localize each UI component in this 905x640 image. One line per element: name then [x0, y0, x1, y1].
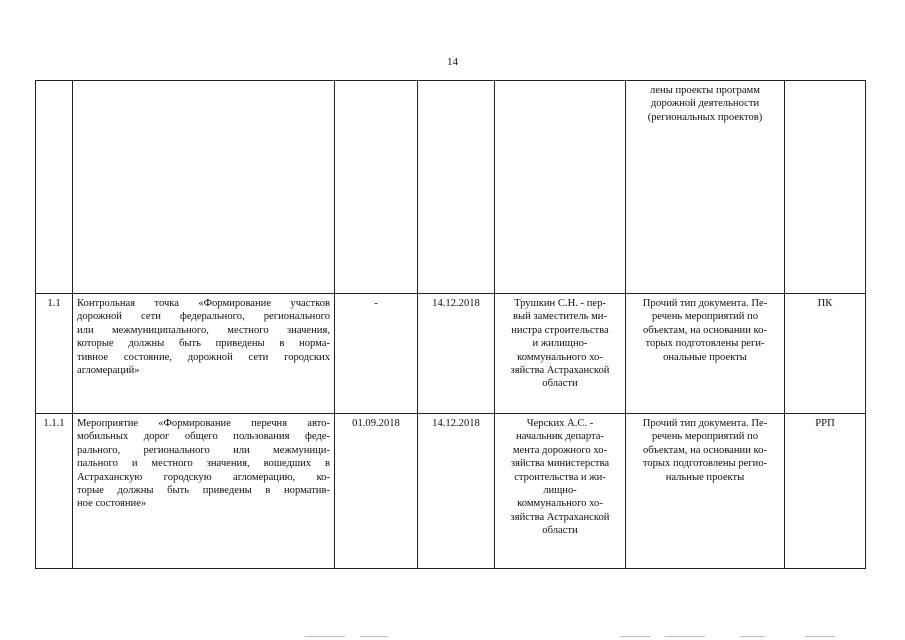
table-row	[36, 294, 866, 414]
text-line: начальник департа-	[516, 431, 604, 443]
row-number: 1.1.1	[36, 414, 73, 569]
event-name	[73, 81, 335, 294]
row-number	[36, 81, 73, 294]
start-date	[335, 81, 418, 294]
text-line: Трушкин С.Н. - пер-	[514, 298, 606, 309]
text-line: торых подготовлены регио-	[642, 458, 768, 470]
text-line: мента дорожного хо-	[512, 444, 608, 456]
text-line: речень мероприятий по	[651, 431, 758, 443]
text-line: Прочий тип документа. Пе-	[642, 418, 768, 429]
text-line: зяйства Астраханской	[510, 365, 610, 377]
start-date: 01.09.2018	[335, 414, 418, 569]
text-line: пального и местного значения, вошедших в	[77, 458, 330, 470]
control-level: ПК	[785, 294, 866, 414]
document-type	[626, 294, 785, 414]
control-points-table	[35, 80, 866, 569]
text-line: ное состояние»	[77, 498, 147, 510]
text-line: торых подготовлены реги-	[645, 338, 765, 350]
text-line: нальные проекты	[665, 471, 745, 483]
text-line: области	[542, 525, 578, 537]
control-level	[785, 81, 866, 294]
event-name	[73, 414, 335, 569]
text-line: лищно-	[543, 485, 577, 497]
text-line: торые должны быть приведены в норматив-	[77, 485, 330, 497]
text-line: или межмуниципального, местного значения,	[77, 324, 330, 336]
text-line: зяйства министерства	[510, 458, 610, 470]
text-line: лены проекты программ	[650, 85, 760, 96]
row-number: 1.1	[36, 294, 73, 414]
text-line: коммунального хо-	[517, 498, 603, 510]
text-line: Черских А.С. -	[526, 418, 594, 429]
document-type	[626, 414, 785, 569]
text-line: дорожной деятельности	[650, 98, 760, 110]
text-line: рального, регионального или межмуници-	[77, 444, 330, 456]
event-name	[73, 294, 335, 414]
text-line: области	[542, 378, 578, 390]
text-line: строительства и жи-	[514, 471, 606, 483]
text-line: и жилищно-	[532, 338, 588, 350]
text-line: зяйства Астраханской	[510, 511, 610, 523]
text-line: объектам, на основании ко-	[643, 324, 767, 336]
text-line: коммунального хо-	[517, 351, 603, 363]
text-line: речень мероприятий по	[651, 311, 758, 323]
text-line: объектам, на основании ко-	[643, 444, 767, 456]
text-line: Прочий тип документа. Пе-	[642, 298, 768, 309]
table-row	[36, 81, 866, 294]
text-line: (региональных проектов)	[647, 111, 763, 123]
end-date	[418, 81, 495, 294]
responsible-person	[495, 294, 626, 414]
start-date: -	[335, 294, 418, 414]
text-line: тивное состояние, дорожной сети городских	[77, 351, 330, 363]
responsible-person	[495, 414, 626, 569]
control-level: РРП	[785, 414, 866, 569]
text-line: дорожной сети федерального, регионального	[77, 311, 330, 323]
table-row	[36, 414, 866, 569]
text-line: агломераций»	[77, 365, 140, 377]
scan-artifacts	[0, 628, 905, 640]
text-line: ональные проекты	[663, 351, 747, 363]
text-line: мобильных дорог общего пользования феде-	[77, 431, 330, 443]
responsible-person	[495, 81, 626, 294]
text-line: Астраханскую городскую агломерацию, ко-	[77, 471, 330, 483]
text-line: нистра строительства	[511, 324, 609, 336]
page-number: 14	[447, 56, 458, 68]
document-type	[626, 81, 785, 294]
text-line: которые должны быть приведены в норма-	[77, 338, 330, 350]
text-line: вый заместитель ми-	[513, 311, 607, 323]
text-line: Контрольная точка «Формирование участков	[77, 298, 330, 309]
end-date: 14.12.2018	[418, 294, 495, 414]
end-date: 14.12.2018	[418, 414, 495, 569]
text-line: Мероприятие «Формирование перечня авто-	[77, 418, 330, 429]
